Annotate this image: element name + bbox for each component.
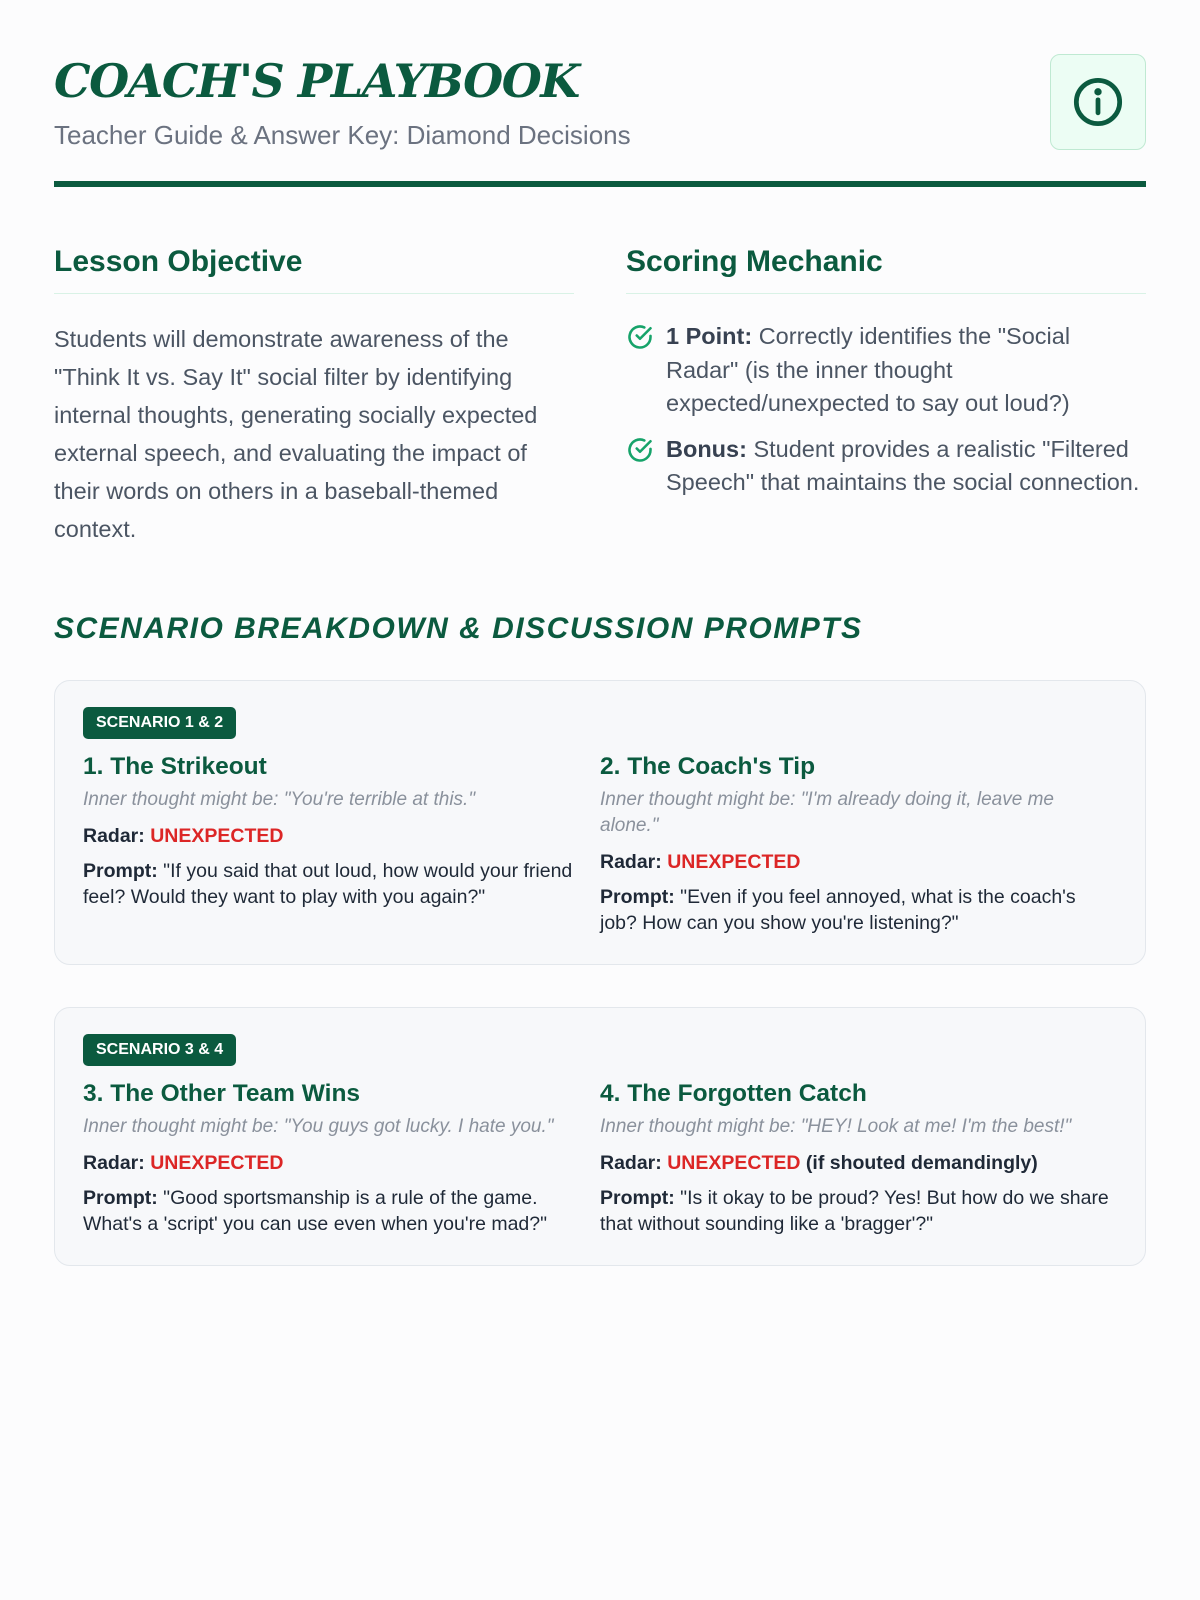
scoring-item <box>626 433 1146 500</box>
check-circle-icon <box>626 436 654 464</box>
prompt-label: Prompt: <box>83 1187 158 1209</box>
radar-line <box>83 1152 600 1175</box>
radar-value: UNEXPECTED <box>667 1152 801 1174</box>
scenario-item <box>83 753 600 936</box>
scenario-title: 4. The Forgotten Catch <box>600 1080 867 1107</box>
scoring-heading: Scoring Mechanic <box>626 245 1146 294</box>
page-title: COACH'S PLAYBOOK <box>54 54 579 108</box>
check-circle-icon <box>626 323 654 351</box>
radar-line <box>600 851 1117 874</box>
scoring-column <box>626 245 1146 548</box>
inner-thought: Inner thought might be: "You're terrible at this." <box>83 789 476 810</box>
radar-label: Radar: <box>83 825 145 847</box>
scenario-card <box>54 1007 1146 1266</box>
section-title: SCENARIO BREAKDOWN & DISCUSSION PROMPTS <box>54 612 863 645</box>
scoring-item-desc: Correctly identifies the "Social Radar" (is the inner thought expected/unexpected to say out loud?) <box>666 323 1071 416</box>
scoring-item-text <box>666 433 1146 500</box>
objective-text: Students will demonstrate awareness of the "Think It vs. Say It" social filter by identifying internal thoughts, generating socially expected external speech, and evaluating the impact of their words on others in a baseball-themed context. <box>54 326 538 542</box>
inner-thought: Inner thought might be: "I'm already doing it, leave me alone." <box>600 789 1054 836</box>
page-subtitle: Teacher Guide & Answer Key: Diamond Decisions <box>54 120 631 150</box>
scoring-item <box>626 320 1146 421</box>
info-circle-icon <box>1072 76 1124 128</box>
scenario-card <box>54 680 1146 965</box>
scenario-title: 2. The Coach's Tip <box>600 753 816 780</box>
prompt-label: Prompt: <box>83 860 158 882</box>
inner-thought: Inner thought might be: "You guys got lucky. I hate you." <box>83 1116 554 1137</box>
radar-note: (if shouted demandingly) <box>805 1152 1038 1174</box>
radar-label: Radar: <box>600 1152 662 1174</box>
objective-heading: Lesson Objective <box>54 245 574 294</box>
scoring-item-desc: Student provides a realistic "Filtered Speech" that maintains the social connection. <box>666 435 1140 495</box>
radar-line <box>600 1152 1117 1175</box>
prompt-label: Prompt: <box>600 886 675 908</box>
scenario-tag: SCENARIO 3 & 4 <box>83 1034 236 1066</box>
scenario-title: 3. The Other Team Wins <box>83 1080 361 1107</box>
inner-thought: Inner thought might be: "HEY! Look at me! I'm the best!" <box>600 1116 1072 1137</box>
scenario-row <box>83 1080 1117 1237</box>
prompt-text: "Is it okay to be proud? Yes! But how do we share that without sounding like a 'bragger'?" <box>600 1187 1109 1235</box>
scenario-title: 1. The Strikeout <box>83 753 267 780</box>
radar-label: Radar: <box>600 851 662 873</box>
scoring-item-label: 1 Point: <box>666 323 753 349</box>
radar-value: UNEXPECTED <box>667 851 801 873</box>
scenario-tag: SCENARIO 1 & 2 <box>83 707 236 739</box>
discussion-prompt <box>83 858 600 910</box>
prompt-text: "Even if you feel annoyed, what is the coach's job? How can you show you're listening?" <box>600 886 1076 934</box>
radar-line <box>83 825 600 848</box>
scoring-item-label: Bonus: <box>666 435 747 462</box>
objective-column <box>54 245 574 548</box>
page-header <box>54 0 1146 187</box>
radar-label: Radar: <box>83 1152 145 1174</box>
prompt-label: Prompt: <box>600 1187 675 1209</box>
discussion-prompt <box>83 1185 600 1237</box>
discussion-prompt <box>600 1185 1117 1237</box>
radar-value: UNEXPECTED <box>150 1152 284 1174</box>
intro-columns <box>54 245 1146 548</box>
scenario-row <box>83 753 1117 936</box>
prompt-text: "If you said that out loud, how would your friend feel? Would they want to play with you again?" <box>83 860 573 908</box>
discussion-prompt <box>600 884 1117 936</box>
scenario-item <box>600 1080 1117 1237</box>
info-button[interactable] <box>1050 54 1146 150</box>
prompt-text: "Good sportsmanship is a rule of the game. What's a 'script' you can use even when you're mad?" <box>83 1187 548 1235</box>
radar-value: UNEXPECTED <box>150 825 284 847</box>
scenario-item <box>600 753 1117 936</box>
scoring-list <box>626 320 1146 500</box>
scoring-item-text <box>666 320 1146 421</box>
scenario-item <box>83 1080 600 1237</box>
